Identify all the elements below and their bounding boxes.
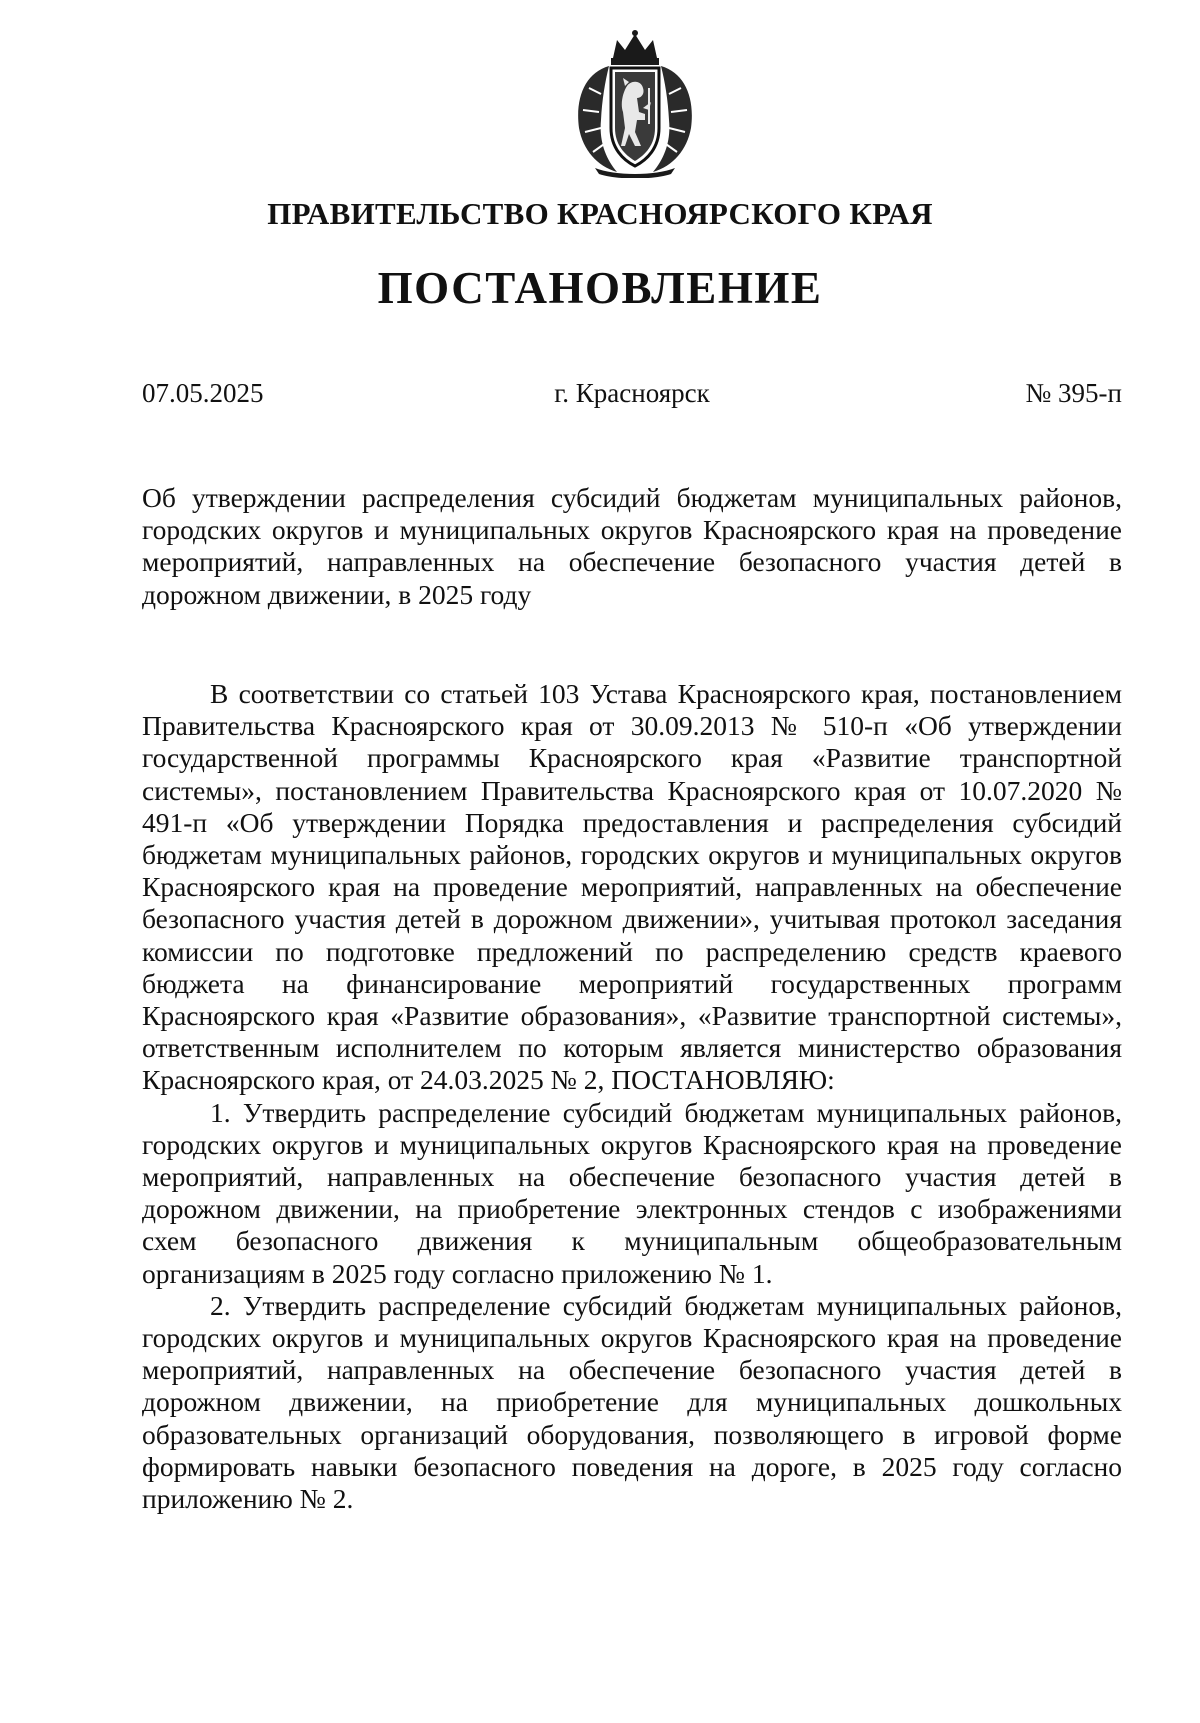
government-name: ПРАВИТЕЛЬСТВО КРАСНОЯРСКОГО КРАЯ [267, 196, 933, 231]
resolution-item-2: 2. Утвердить распределение субсидий бюджетам муниципальных районов, городских округов и муниципальных округов Красноярского края на проведение мероприятий, направленных на обеспечение безопасного участия детей в дорожном движении, на приобретение для муниципальных дошкольных образовательных организаций оборудования, позволяющего в игровой форме формировать навыки безопасного поведения на дороге, в 2025 году согласно приложению № 2. [142, 1289, 1122, 1515]
preamble-paragraph: В соответствии со статьей 103 Устава Красноярского края, постановлением Правительства Красноярского края от 30.09.2013 № 510-п «Об утверждении государственной программы Красноярского края «Развитие транспортной системы», постановлением Правительства Красноярского края от 10.07.2020 № 491-п «Об утверждении Порядка предоставления и распределения субсидий бюджетам муниципальных районов, городских округов и муниципальных округов Красноярского края на проведение мероприятий, направленных на обеспечение безопасного участия детей в дорожном движении», учитывая протокол заседания комиссии по подготовке предложений по распределению средств краевого бюджета на финансирование мероприятий государственных программ Красноярского края «Развитие образования», «Развитие транспортной системы», ответственным исполнителем по которым является министерство образования Красноярского края, от 24.03.2025 № 2, ПОСТАНОВЛЯЮ: [142, 678, 1122, 1096]
document-meta-row [142, 378, 1122, 414]
coat-of-arms-icon [565, 28, 705, 178]
document-title: Об утверждении распределения субсидий бюджетам муниципальных районов, городских округов и муниципальных округов Красноярского края на проведение мероприятий, направленных на обеспечение безопасного участия детей в дорожном движении, в 2025 году [142, 482, 1122, 610]
document-date: 07.05.2025 [142, 378, 264, 408]
document-city: г. Красноярск [554, 378, 710, 408]
resolution-item-1: 1. Утвердить распределение субсидий бюджетам муниципальных районов, городских округов и муниципальных округов Красноярского края на проведение мероприятий, направленных на обеспечение безопасного участия детей в дорожном движении, на приобретение электронных стендов с изображениями схем безопасного движения к муниципальным общеобразовательным организациям в 2025 году согласно приложению № 1. [142, 1096, 1122, 1289]
document-body [142, 678, 1122, 1515]
document-number: № 395-п [1025, 378, 1122, 408]
document-type-heading: ПОСТАНОВЛЕНИЕ [377, 263, 823, 313]
